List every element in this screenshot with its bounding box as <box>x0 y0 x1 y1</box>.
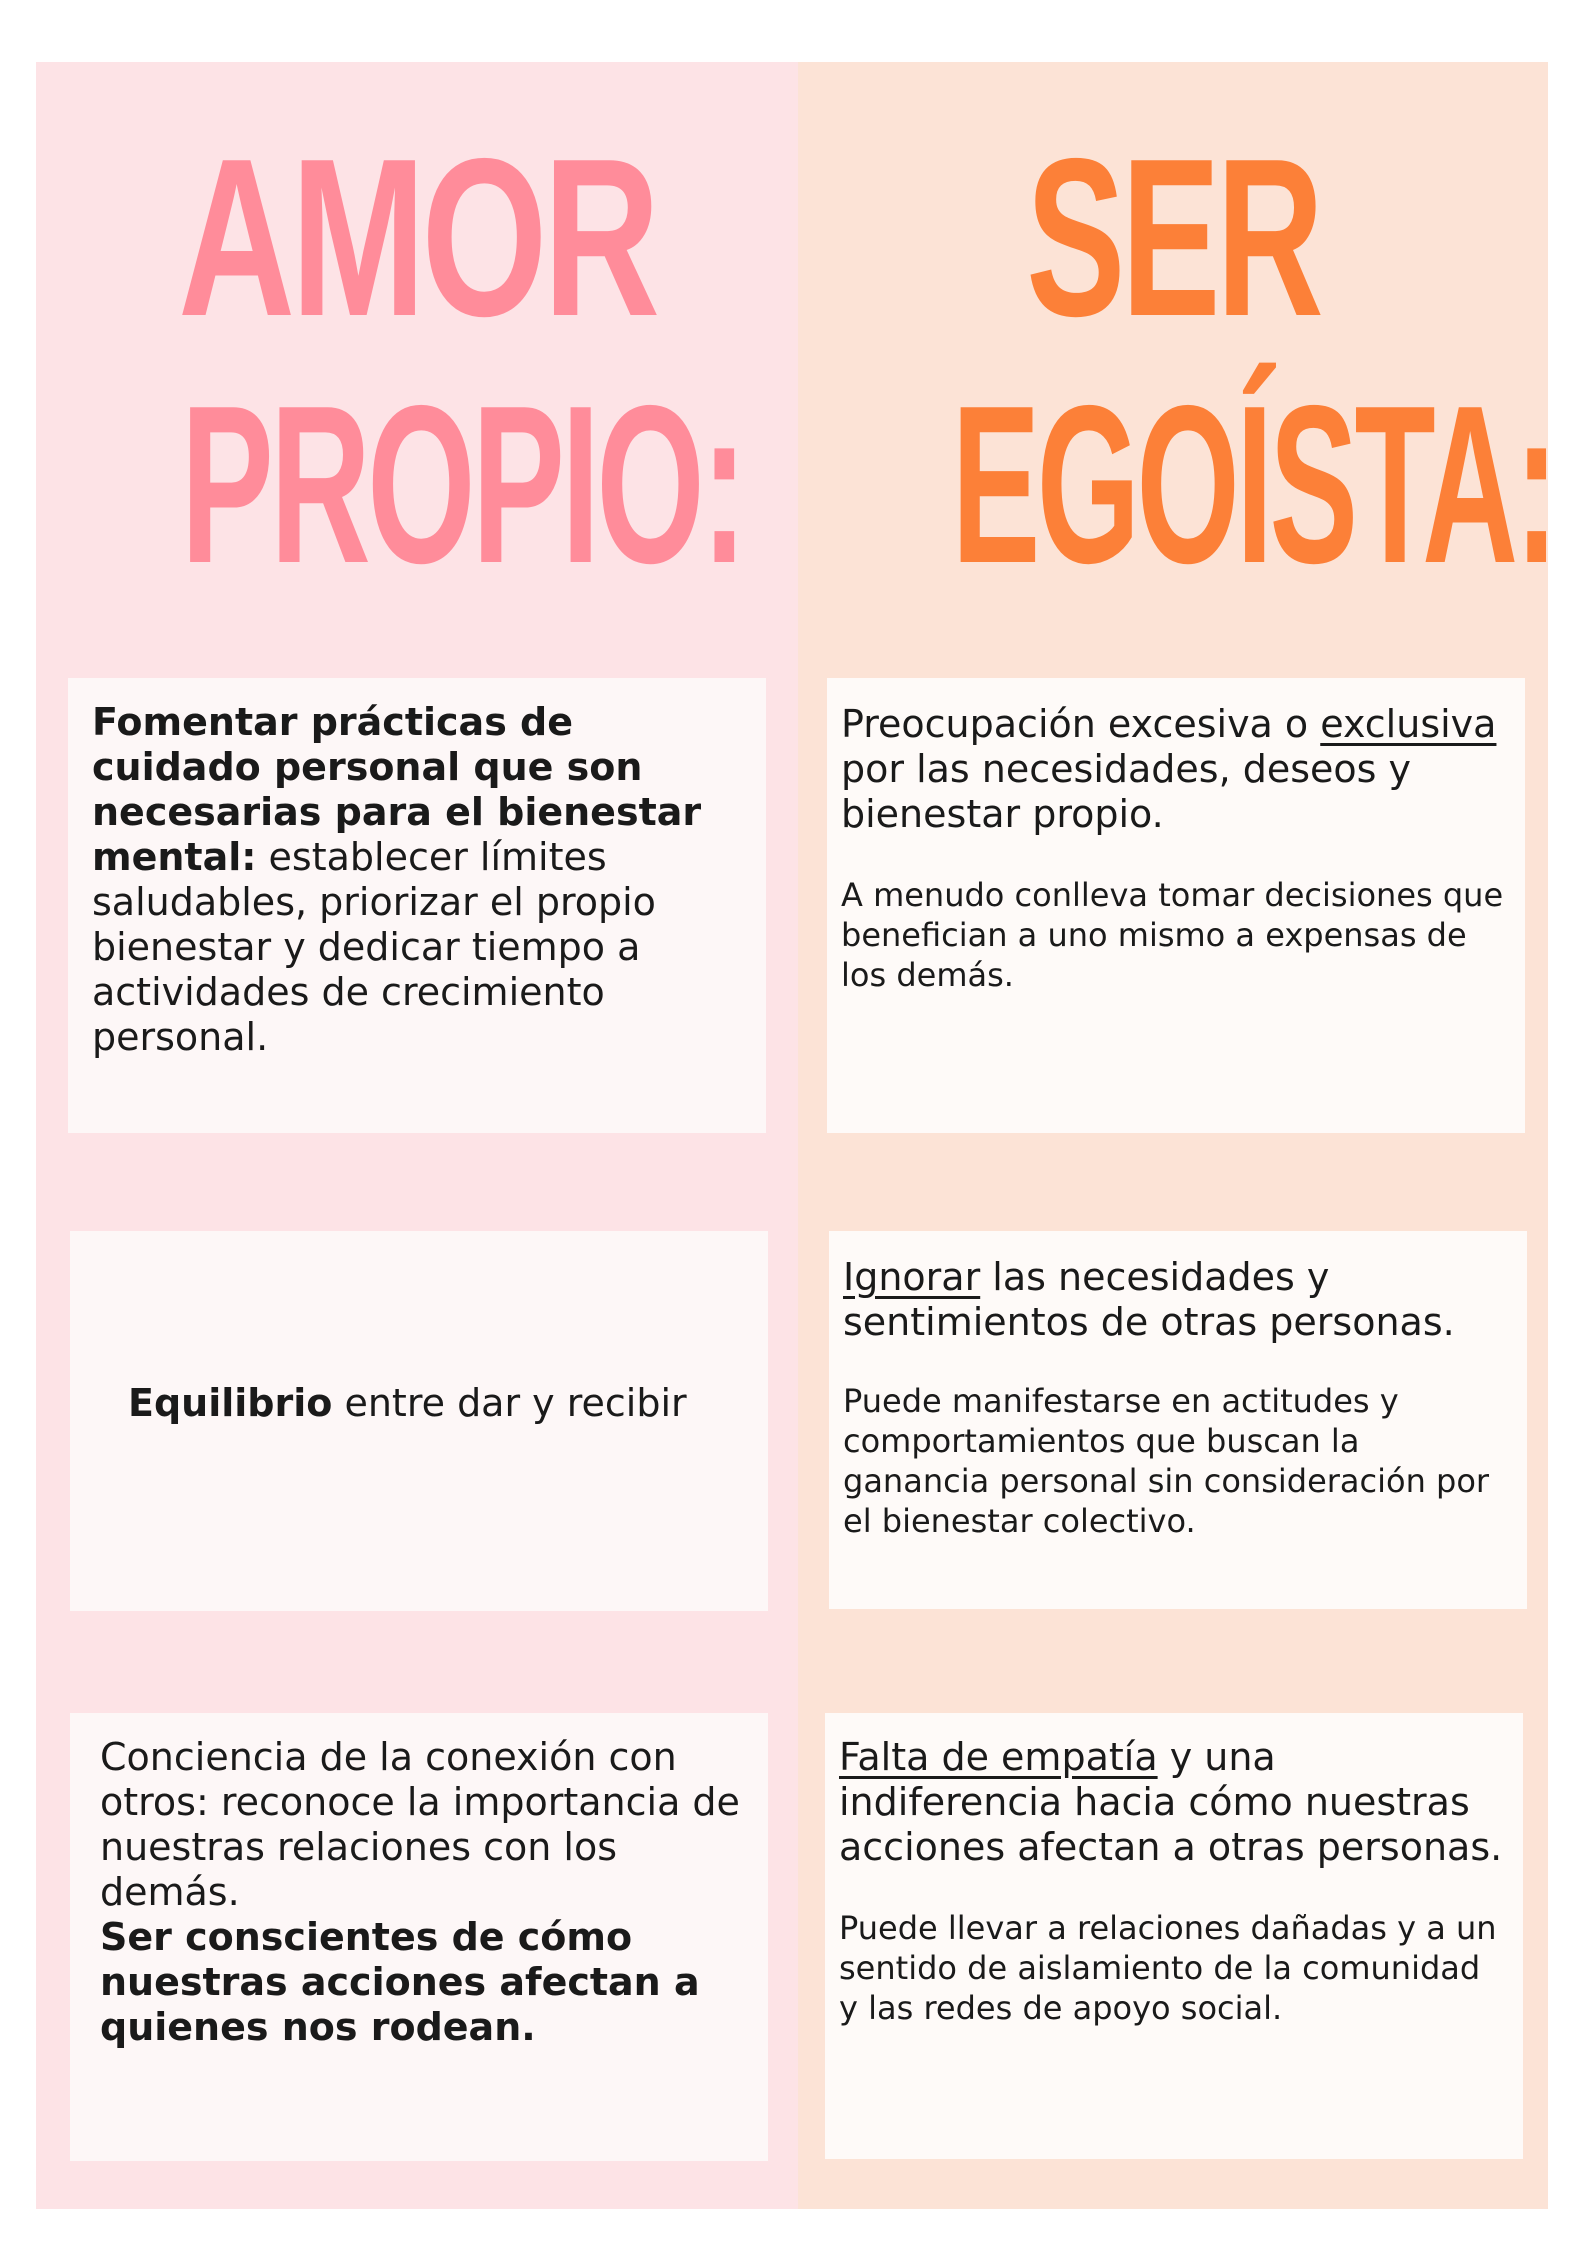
cuidado-bold: Fomentar prácticas de cuidado personal que son necesarias para el bienestar mental: <box>92 700 702 879</box>
ser-egoista-card-empatia <box>825 1713 1523 2159</box>
preocupacion-underlined: exclusiva <box>1320 702 1497 746</box>
amor-propio-title <box>36 111 798 610</box>
ignorar-underlined: Ignorar <box>843 1255 981 1299</box>
amor-propio-title-line1: AMOR <box>178 111 656 363</box>
ignorar-text <box>843 1255 1507 1345</box>
equilibrio-bold: Equilibrio <box>128 1381 333 1425</box>
empatia-underlined: Falta de empatía <box>839 1735 1158 1779</box>
amor-propio-title-line2: PROPIO: <box>180 358 744 610</box>
ser-egoista-title <box>798 111 1556 610</box>
ignorar-note: Puede manifestarse en actitudes y comportamientos que buscan la ganancia personal sin consideración por el bienestar colectivo. <box>843 1382 1490 1540</box>
ser-egoista-card-ignorar <box>829 1231 1527 1609</box>
ignorar-post: las necesidades y sentimientos de otras personas. <box>843 1255 1455 1344</box>
ser-egoista-card-preocupacion <box>827 678 1525 1133</box>
empatia-post: y una indiferencia hacia cómo nuestras acciones afectan a otras personas. <box>839 1735 1503 1869</box>
amor-propio-card-equilibrio <box>70 1231 768 1611</box>
equilibrio-text <box>128 1381 744 1426</box>
preocupacion-note: A menudo conlleva tomar decisiones que benefician a uno mismo a expensas de los demás. <box>841 876 1504 994</box>
equilibrio-rest: entre dar y recibir <box>332 1381 687 1425</box>
empatia-text <box>839 1735 1503 1870</box>
conciencia-text: Conciencia de la conexión con otros: reconoce la importancia de nuestras relaciones con los demás. <box>100 1735 740 1914</box>
conciencia-bold: Ser conscientes de cómo nuestras acciones afectan a quienes nos rodean. <box>100 1915 700 2049</box>
amor-propio-card-cuidado <box>68 678 766 1133</box>
empatia-note: Puede llevar a relaciones dañadas y a un sentido de aislamiento de la comunidad y las redes de apoyo social. <box>839 1909 1497 2027</box>
ser-egoista-title-line1: SER <box>1026 111 1320 363</box>
ser-egoista-title-line2: EGOÍSTA: <box>951 358 1556 610</box>
amor-propio-card-conciencia <box>70 1713 768 2161</box>
preocupacion-text <box>841 702 1505 837</box>
cuidado-rest: establecer límites saludables, priorizar el propio bienestar y dedicar tiempo a actividades de crecimiento personal. <box>92 835 656 1059</box>
cuidado-text <box>92 700 742 1060</box>
preocupacion-pre: Preocupación excesiva o <box>841 702 1321 746</box>
preocupacion-post: por las necesidades, deseos y bienestar propio. <box>841 747 1412 836</box>
